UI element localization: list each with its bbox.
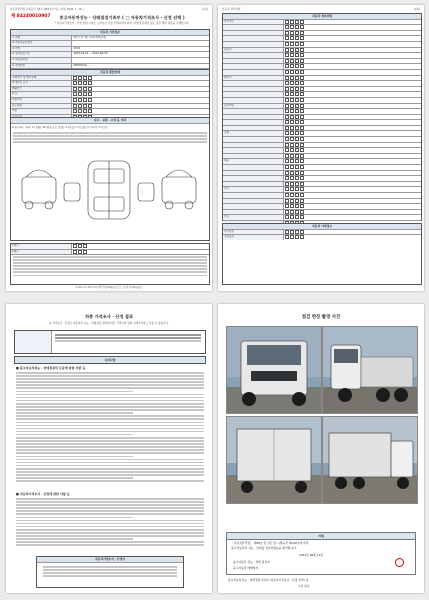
- detail-checkboxes: [284, 31, 421, 36]
- notice-header: 유의사항: [15, 357, 205, 363]
- basic-info-header: 자동차 기본정보: [11, 30, 209, 36]
- basic-info-row-value: 메가트럭 5톤 축카(세미장축): [73, 35, 107, 39]
- etc-info-table: [222, 223, 422, 285]
- inspector-seal-icon: [395, 558, 404, 567]
- truck-side-front-photo: [322, 326, 418, 414]
- detail-checkboxes: [284, 42, 421, 47]
- detail-status-header: 자동차 세부상태: [223, 14, 421, 20]
- detail-checkboxes: [284, 70, 421, 75]
- acknowledgement-line-2: 고지 받음: [298, 584, 310, 588]
- notice-section-1-title: ■ 중고자동차성능 · 상태점검의 보증에 관한 사항 등: [16, 366, 86, 370]
- detail-section-label: [223, 210, 284, 215]
- detail-section-label: [223, 25, 284, 30]
- acknowledgement-line: 중고자동차성능 · 상태점검기록부 (자동차가격조사 · 산정 선택) 를: [228, 578, 309, 582]
- etc-info-header: 자동차 기타정보: [223, 224, 421, 230]
- accident-history-header: 사고 · 교환 · 수리 등 이력: [11, 118, 209, 124]
- detail-status-table: [222, 13, 422, 221]
- detail-section-label: [223, 165, 284, 170]
- price-title: 차종 가격조사 · 산정 결과: [85, 314, 133, 319]
- basic-info-row-key: ⑥ 차대번호: [11, 64, 72, 69]
- condition-row-value: [72, 76, 209, 81]
- sign-box: [226, 538, 416, 575]
- condition-row-key: 색상: [11, 109, 72, 114]
- detail-checkboxes: [284, 187, 421, 192]
- detail-section-label: [223, 204, 284, 209]
- detail-section-label: [223, 70, 284, 75]
- detail-checkboxes: [284, 59, 421, 64]
- detail-section-label: [223, 176, 284, 181]
- etc-row-value: [284, 235, 421, 240]
- vehicle-outline-diagram: [16, 155, 202, 225]
- etc-row-key: 기본품목: [223, 235, 284, 240]
- condition-row-key: 특별이력: [11, 98, 72, 103]
- detail-section-label: 변속기: [223, 76, 284, 81]
- detail-checkboxes: [284, 215, 421, 220]
- notice-section-2-title: ■ 자동차가격조사 · 산정에 관한 사항 등: [16, 492, 70, 496]
- condition-row-value: [72, 104, 209, 109]
- document-page-2: [218, 5, 424, 291]
- notice-section-2-text: [16, 498, 204, 548]
- detail-section-label: [223, 120, 284, 125]
- detail-section-label: [223, 199, 284, 204]
- detail-section-label: [223, 98, 284, 103]
- detail-section-label: 연료: [223, 215, 284, 220]
- detail-section-label: 조향: [223, 131, 284, 136]
- condition-row-value: [72, 92, 209, 97]
- etc-row: [223, 235, 421, 240]
- detail-checkboxes: [284, 148, 421, 153]
- condition-row-key: 차대번호 표기: [11, 81, 72, 86]
- rank1-label: 1랭크: [11, 244, 72, 249]
- basic-info-row-value: [72, 58, 209, 63]
- detail-section-label: [223, 59, 284, 64]
- detail-section-label: [223, 171, 284, 176]
- history-text-lines: [13, 132, 207, 144]
- basic-info-row-value: 2024-01-01 ~ 2024-06-30: [73, 52, 108, 56]
- detail-checkboxes: [284, 104, 421, 109]
- document-page-3: [6, 304, 212, 593]
- detail-checkboxes: [284, 143, 421, 148]
- detail-section-label: [223, 193, 284, 198]
- basic-info-table: [10, 29, 210, 75]
- diagram-legend: ※ 표시하는 부위: X (교환), W (판금 또는 용접), A (흠집), U (요철), C (부식), T (손상): [12, 125, 108, 129]
- detail-section-label: [223, 115, 284, 120]
- detail-checkboxes: [284, 115, 421, 120]
- detail-section-label: [223, 148, 284, 153]
- detail-checkboxes: [284, 98, 421, 103]
- price-result-table: [14, 330, 206, 354]
- document-subtitle: * 자동차가격조사 · 산정 선택 시에는 소비자가 직접 선택하여야 하며, 차량에 문제가 있는 경우 해당 내용을 기재합니다.: [54, 22, 190, 25]
- running-header: 자동차 세부상태: [222, 8, 241, 11]
- notice-header-box: [14, 356, 206, 364]
- detail-checkboxes: [284, 131, 421, 136]
- condition-header: 자동차 종합상태: [11, 70, 209, 76]
- detail-checkboxes: [284, 137, 421, 142]
- detail-section-label: [223, 53, 284, 58]
- detail-checkboxes: [284, 87, 421, 92]
- detail-checkboxes: [284, 53, 421, 58]
- truck-front-photo: [226, 326, 322, 414]
- signature-box: [36, 556, 184, 588]
- notice-section-1-text: [16, 372, 204, 483]
- signature-header: 자동차가격조사 · 산정자: [37, 557, 183, 563]
- detail-checkboxes: [284, 176, 421, 181]
- condition-row-value: [72, 87, 209, 92]
- sign-statement-1: 「자동차관리법」 제58조 및 같은 법 시행규칙 제120조에 따라: [231, 541, 309, 545]
- detail-checkboxes: [284, 199, 421, 204]
- detail-checkboxes: [284, 64, 421, 69]
- detail-section-label: [223, 64, 284, 69]
- detail-checkboxes: [284, 92, 421, 97]
- basic-info-row-value: [72, 41, 209, 46]
- etc-row-key: 수리필요: [223, 230, 284, 235]
- detail-section-label: [223, 137, 284, 142]
- detail-section-label: [223, 36, 284, 41]
- rank2-label: 2랭크: [11, 250, 72, 255]
- page-number: (2쪽): [413, 8, 420, 11]
- detail-section-label: [223, 31, 284, 36]
- condition-row-value: [72, 81, 209, 86]
- detail-section-label: [223, 42, 284, 47]
- detail-section-label: 전기: [223, 187, 284, 192]
- detail-checkboxes: [284, 48, 421, 53]
- detail-checkboxes: [284, 171, 421, 176]
- detail-checkboxes: [284, 154, 421, 159]
- detail-checkboxes: [284, 76, 421, 81]
- sign-statement-2: 중고자동차의 성능 · 상태를 점검하였음을 확인합니다.: [231, 546, 297, 550]
- condition-row-value: [72, 109, 209, 114]
- detail-checkboxes: [284, 81, 421, 86]
- detail-checkboxes: [284, 36, 421, 41]
- detail-section-label: 원동기: [223, 48, 284, 53]
- detail-checkboxes: [284, 126, 421, 131]
- basic-info-row-value: KMCDD4LJ...: [73, 63, 90, 67]
- rank-table: [10, 243, 210, 285]
- detail-section-label: [223, 92, 284, 97]
- basic-info-row-value: 2019: [73, 46, 80, 50]
- detail-checkboxes: [284, 210, 421, 215]
- detail-section-label: 동력전달: [223, 104, 284, 109]
- condition-row-key: 용도변경: [11, 104, 72, 109]
- detail-checkboxes: [284, 159, 421, 164]
- photo-page-title: 점검 현장 촬영 사진: [301, 315, 341, 320]
- detail-section-label: [223, 154, 284, 159]
- detail-section-label: 자기진단: [223, 20, 284, 25]
- detail-section-label: [223, 109, 284, 114]
- basic-info-row-key: ⑤ 최초등록일: [11, 58, 72, 63]
- detail-checkboxes: [284, 204, 421, 209]
- document-page-1: [6, 5, 212, 291]
- detail-section-label: [223, 126, 284, 131]
- seller-label: 중고자동차 매매업자: [233, 566, 259, 570]
- running-header: 자동차관리법 시행규칙 [별지 제82호서식] <개정 2020. 1. 16.>: [10, 8, 85, 11]
- detail-checkboxes: [284, 193, 421, 198]
- inspector-label: 중고자동차 성능 · 상태 점검자: [233, 560, 270, 564]
- detail-checkboxes: [284, 120, 421, 125]
- detail-checkboxes: [284, 20, 421, 25]
- page-number: (1쪽): [201, 8, 208, 11]
- detail-section-label: [223, 143, 284, 148]
- document-title: 중고자동차성능 · 상태점검기록부 ( □ 자동차가격조사 · 산정 선택 ): [59, 15, 185, 20]
- basic-info-row-key: ① 차명: [11, 36, 72, 41]
- detail-section-label: 제동: [223, 159, 284, 164]
- detail-checkboxes: [284, 182, 421, 187]
- condition-row-key: 배출가스: [11, 87, 72, 92]
- detail-checkboxes: [284, 109, 421, 114]
- truck-rear-photo: [226, 416, 322, 504]
- detail-checkboxes: [284, 25, 421, 30]
- condition-row-key: 튜닝: [11, 92, 72, 97]
- detail-section-label: [223, 81, 284, 86]
- detail-section-label: [223, 87, 284, 92]
- document-number: 제 84240010907: [11, 14, 51, 19]
- basic-info-row-key: ② 자동차등록번호: [11, 41, 72, 46]
- page-footer: 210mm×297mm[백상지(80g/㎡) 또는 중질지(80g/㎡)]: [75, 286, 143, 289]
- price-subtitle: ※ 가격조사 · 산정은 자동차의 성능 · 상태점검 결과에 따른 가격이며 실제 거래가격과는 다를 수 있습니다.: [49, 322, 169, 325]
- condition-row-key: 주행거리 및 계기상태: [11, 76, 72, 81]
- truck-side-rear-photo: [322, 416, 418, 504]
- sign-header: 서명: [226, 532, 416, 540]
- condition-row-value: [72, 98, 209, 103]
- document-page-4: [218, 304, 424, 593]
- basic-info-row-key: ③ 연식: [11, 47, 72, 52]
- basic-info-row-key: ④ 검사유효기간: [11, 52, 72, 57]
- etc-row-value: [284, 230, 421, 235]
- detail-section-label: [223, 182, 284, 187]
- detail-checkboxes: [284, 165, 421, 170]
- sign-date: 2024년 06월 13일: [299, 553, 324, 557]
